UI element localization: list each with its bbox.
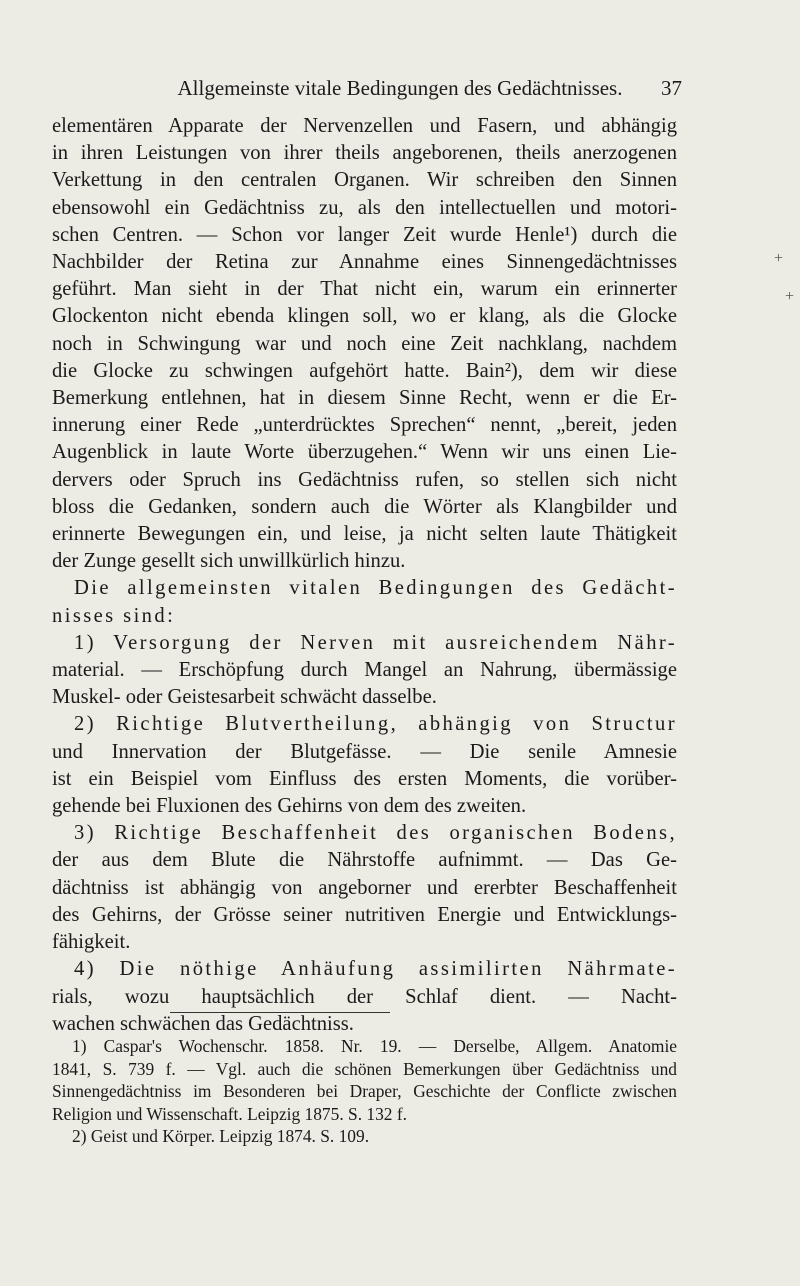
text-line: bloss die Gedanken, sondern auch die Wörter als Klangbilder und [52,495,677,518]
footnotes [52,1035,677,1148]
text-line: der Zunge gesellt sich unwillkürlich hinzu. [52,550,406,573]
list-item-heading: 2) Richtige Blutvertheilung, abhängig von Structur [74,713,677,736]
margin-mark: + [785,288,795,305]
text-line: Verkettung in den centralen Organen. Wir schreiben den Sinnen [52,169,677,192]
text-line: Glockenton nicht ebenda klingen soll, wo er klang, als die Glocke [52,305,677,328]
text-line: gehende bei Fluxionen des Gehirns von dem des zweiten. [52,795,527,818]
text-line: ebensowohl ein Gedächtniss zu, als den intellectuellen und motori- [52,196,677,219]
text-line: in ihren Leistungen von ihrer theils angeborenen, theils anerzogenen [52,142,677,165]
text-line: geführt. Man sieht in der That nicht ein, warum ein erinnerter [52,278,677,301]
page-header [0,76,800,106]
text-line: noch in Schwingung war und noch eine Zeit nachklang, nachdem [52,332,677,355]
margin-mark: + [774,250,784,267]
section-heading: Die allgemeinsten vitalen Bedingungen des Gedächt- [74,577,677,600]
list-item-heading: 3) Richtige Beschaffenheit des organischen Bodens, [74,822,677,845]
footnote-line: Religion und Wissenschaft. Leipzig 1875. S. 132 f. [52,1103,407,1124]
footnote-line: 2) Geist und Körper. Leipzig 1874. S. 109. [72,1126,370,1146]
text-line: die Glocke zu schwingen aufgehört hatte. Bain²), dem wir diese [52,359,677,382]
footnote-line: 1) Caspar's Wochenschr. 1858. Nr. 19. — Derselbe, Allgem. Anatomie [72,1036,677,1056]
text-line: schen Centren. — Schon vor langer Zeit wurde Henle¹) durch die [52,223,677,246]
footnote-line: Sinnengedächtniss im Besonderen bei Draper, Geschichte der Conflicte zwischen [52,1081,677,1101]
text-line: elementären Apparate der Nervenzellen und Fasern, und abhängig [52,115,677,137]
list-item-heading: 1) Versorgung der Nerven mit ausreichendem Nähr- [74,631,677,654]
text-line: Nachbilder der Retina zur Annahme eines Sinnengedächtnisses [52,251,677,274]
text-line: Muskel- oder Geistesarbeit schwächt dasselbe. [52,686,437,709]
text-line: Bemerkung entlehnen, hat in diesem Sinne Recht, wenn er die Er- [52,387,677,410]
footnote-divider [170,1012,390,1013]
text-line: ist ein Beispiel vom Einfluss des ersten Moments, die vorüber- [52,767,677,790]
text-line: innerung einer Rede „unterdrücktes Sprechen“ nennt, „bereit, jeden [52,414,677,437]
running-title: Allgemeinste vitale Bedingungen des Gedächtnisses. [177,76,623,100]
text-line: rials, wozu hauptsächlich der Schlaf dient. — Nacht- [52,985,677,1008]
text-line: der aus dem Blute die Nährstoffe aufnimmt. — Das Ge- [52,849,677,872]
text-line: und Innervation der Blutgefässe. — Die senile Amnesie [52,740,677,763]
text-line: erinnerte Bewegungen ein, und leise, ja nicht selten laute Thätigkeit [52,523,677,546]
text-line: material. — Erschöpfung durch Mangel an Nahrung, übermässige [52,659,677,682]
page-number: 37 [661,76,682,100]
body-text [52,113,677,1038]
text-line: wachen schwächen das Gedächtniss. [52,1012,354,1035]
text-line: des Gehirns, der Grösse seiner nutritiven Energie und Entwicklungs- [52,903,677,926]
list-item-heading: 4) Die nöthige Anhäufung assimilirten Nährmate- [74,958,677,981]
text-line: Augenblick in laute Worte überzugehen.“ Wenn wir uns einen Lie- [52,441,677,464]
text-line: fähigkeit. [52,931,131,954]
footnote-line: 1841, S. 739 f. — Vgl. auch die schönen Bemerkungen über Gedächtniss und [52,1058,677,1079]
section-heading: nisses sind: [52,604,176,627]
text-line: dächtniss ist abhängig von angeborner und ererbter Beschaffenheit [52,876,677,899]
text-line: dervers oder Spruch ins Gedächtniss rufen, so stellen sich nicht [52,468,677,491]
